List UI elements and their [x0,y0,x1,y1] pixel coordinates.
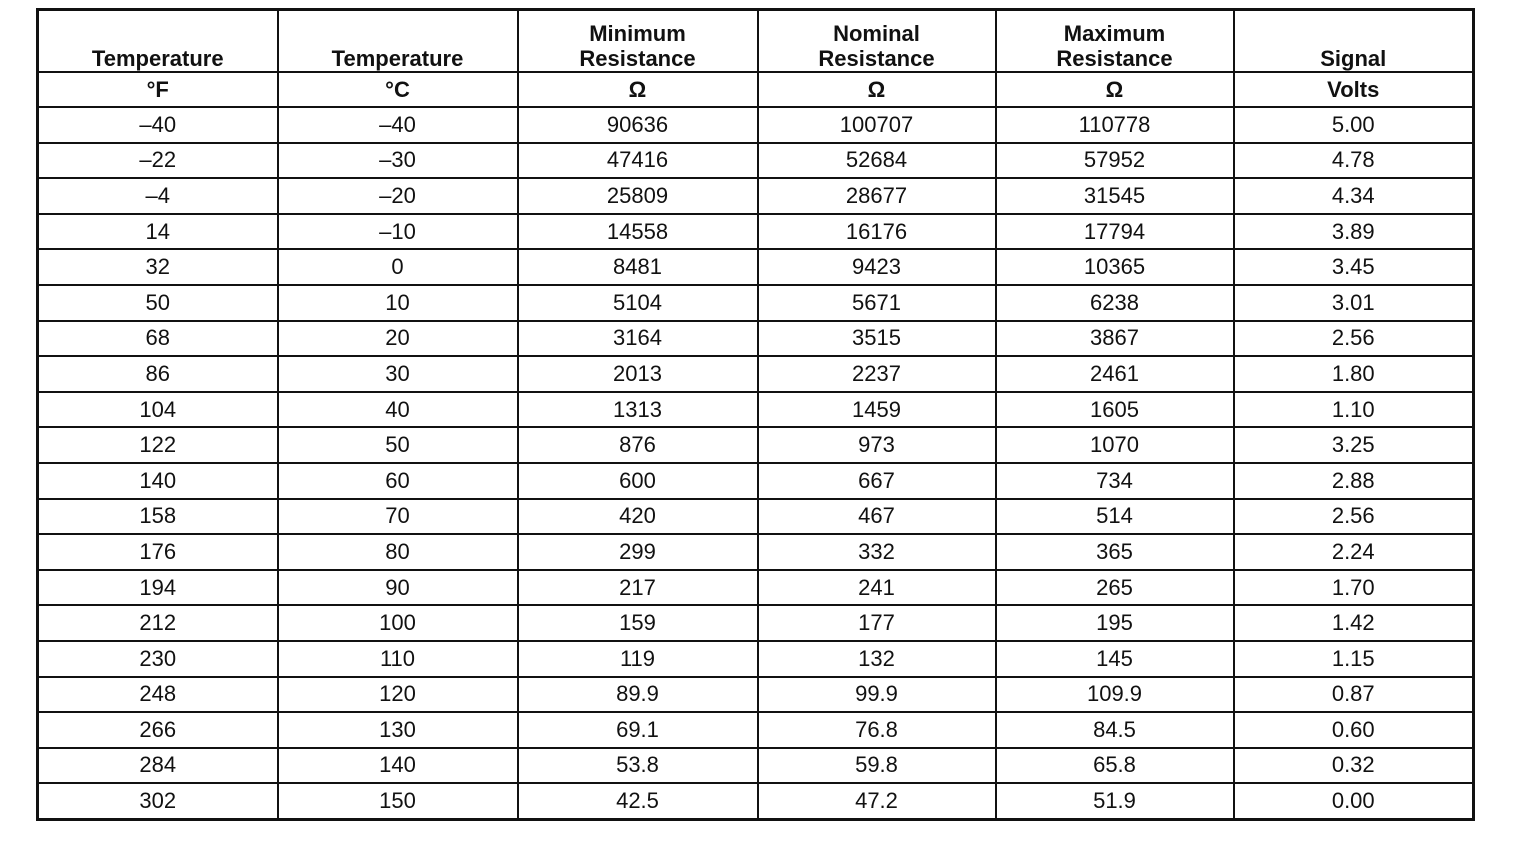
temp-f-cell: 212 [38,605,278,641]
temp-f-cell: –4 [38,178,278,214]
max-resistance-cell: 57952 [996,143,1234,179]
max-resistance-cell: 514 [996,499,1234,535]
min-resistance-cell: 1313 [518,392,758,428]
min-resistance-cell: 89.9 [518,677,758,713]
min-resistance-cell: 420 [518,499,758,535]
temp-c-cell: 120 [278,677,518,713]
temp-c-cell: 70 [278,499,518,535]
temp-c-cell: –20 [278,178,518,214]
min-resistance-cell: 299 [518,534,758,570]
temp-f-cell: 14 [38,214,278,250]
min-resistance-cell: 2013 [518,356,758,392]
temp-c-cell: –30 [278,143,518,179]
signal-volts-cell: 1.70 [1234,570,1474,606]
signal-volts-cell: 1.80 [1234,356,1474,392]
temp-f-cell: 104 [38,392,278,428]
max-resistance-cell: 734 [996,463,1234,499]
min-resistance-cell: 53.8 [518,748,758,784]
nominal-resistance-cell: 973 [758,427,996,463]
signal-volts-cell: 2.56 [1234,321,1474,357]
unit-ohms-min: Ω [518,72,758,107]
nominal-resistance-cell: 3515 [758,321,996,357]
temp-c-cell: 110 [278,641,518,677]
temp-f-cell: 50 [38,285,278,321]
table-row [38,427,1474,463]
max-resistance-cell: 145 [996,641,1234,677]
max-resistance-cell: 265 [996,570,1234,606]
temp-c-cell: 150 [278,783,518,819]
max-resistance-cell: 65.8 [996,748,1234,784]
min-resistance-cell: 5104 [518,285,758,321]
temp-f-cell: –22 [38,143,278,179]
table-row [38,605,1474,641]
signal-volts-cell: 1.10 [1234,392,1474,428]
header-label: Nominal [833,21,920,46]
table-row [38,641,1474,677]
table-row [38,783,1474,819]
header-row [38,10,1474,73]
header-nominal-resistance [758,10,996,73]
temp-f-cell: 68 [38,321,278,357]
temp-c-cell: 20 [278,321,518,357]
nominal-resistance-cell: 52684 [758,143,996,179]
temp-c-cell: 30 [278,356,518,392]
temp-c-cell: 130 [278,712,518,748]
table-body [38,107,1474,819]
unit-ohms-nominal: Ω [758,72,996,107]
temp-c-cell: 140 [278,748,518,784]
min-resistance-cell: 47416 [518,143,758,179]
temp-c-cell: 10 [278,285,518,321]
temp-f-cell: 302 [38,783,278,819]
temp-f-cell: 176 [38,534,278,570]
nominal-resistance-cell: 99.9 [758,677,996,713]
temp-f-cell: 194 [38,570,278,606]
table-row [38,499,1474,535]
nominal-resistance-cell: 241 [758,570,996,606]
signal-volts-cell: 3.89 [1234,214,1474,250]
signal-volts-cell: 1.15 [1234,641,1474,677]
temp-f-cell: 230 [38,641,278,677]
header-temperature-c [278,10,518,73]
header-label: Resistance [1056,46,1173,71]
signal-volts-cell: 4.34 [1234,178,1474,214]
nominal-resistance-cell: 467 [758,499,996,535]
header-maximum-resistance [996,10,1234,73]
signal-volts-cell: 0.00 [1234,783,1474,819]
table-row [38,249,1474,285]
header-signal [1234,10,1474,73]
temp-c-cell: 90 [278,570,518,606]
table-row [38,677,1474,713]
temp-f-cell: 140 [38,463,278,499]
temp-f-cell: 248 [38,677,278,713]
min-resistance-cell: 876 [518,427,758,463]
unit-fahrenheit: °F [38,72,278,107]
table-row [38,748,1474,784]
nominal-resistance-cell: 47.2 [758,783,996,819]
temp-c-cell: –10 [278,214,518,250]
min-resistance-cell: 600 [518,463,758,499]
header-label: Minimum [589,21,686,46]
signal-volts-cell: 0.32 [1234,748,1474,784]
max-resistance-cell: 84.5 [996,712,1234,748]
nominal-resistance-cell: 100707 [758,107,996,143]
temp-c-cell: 50 [278,427,518,463]
max-resistance-cell: 1070 [996,427,1234,463]
temp-c-cell: 80 [278,534,518,570]
max-resistance-cell: 110778 [996,107,1234,143]
unit-row [38,72,1474,107]
nominal-resistance-cell: 59.8 [758,748,996,784]
nominal-resistance-cell: 16176 [758,214,996,250]
temp-c-cell: 60 [278,463,518,499]
temp-f-cell: 32 [38,249,278,285]
table-row [38,712,1474,748]
temp-c-cell: 0 [278,249,518,285]
min-resistance-cell: 8481 [518,249,758,285]
table-row [38,285,1474,321]
nominal-resistance-cell: 2237 [758,356,996,392]
nominal-resistance-cell: 332 [758,534,996,570]
table-row [38,178,1474,214]
min-resistance-cell: 119 [518,641,758,677]
signal-volts-cell: 0.60 [1234,712,1474,748]
header-temperature-f [38,10,278,73]
header-label: Signal [1320,46,1387,71]
max-resistance-cell: 10365 [996,249,1234,285]
unit-ohms-max: Ω [996,72,1234,107]
table-row [38,321,1474,357]
max-resistance-cell: 51.9 [996,783,1234,819]
unit-volts: Volts [1234,72,1474,107]
max-resistance-cell: 2461 [996,356,1234,392]
temp-f-cell: 266 [38,712,278,748]
max-resistance-cell: 17794 [996,214,1234,250]
max-resistance-cell: 1605 [996,392,1234,428]
min-resistance-cell: 159 [518,605,758,641]
header-label: Resistance [818,46,935,71]
signal-volts-cell: 5.00 [1234,107,1474,143]
header-minimum-resistance [518,10,758,73]
table-row [38,143,1474,179]
nominal-resistance-cell: 177 [758,605,996,641]
signal-volts-cell: 2.24 [1234,534,1474,570]
max-resistance-cell: 31545 [996,178,1234,214]
temp-c-cell: –40 [278,107,518,143]
min-resistance-cell: 14558 [518,214,758,250]
signal-volts-cell: 3.45 [1234,249,1474,285]
nominal-resistance-cell: 76.8 [758,712,996,748]
table-row [38,214,1474,250]
temp-f-cell: 86 [38,356,278,392]
nominal-resistance-cell: 132 [758,641,996,677]
min-resistance-cell: 217 [518,570,758,606]
signal-volts-cell: 2.56 [1234,499,1474,535]
max-resistance-cell: 109.9 [996,677,1234,713]
signal-volts-cell: 2.88 [1234,463,1474,499]
nominal-resistance-cell: 5671 [758,285,996,321]
min-resistance-cell: 3164 [518,321,758,357]
temp-f-cell: 158 [38,499,278,535]
temp-c-cell: 40 [278,392,518,428]
table-row [38,392,1474,428]
table-row [38,107,1474,143]
table-row [38,570,1474,606]
temp-c-cell: 100 [278,605,518,641]
nominal-resistance-cell: 28677 [758,178,996,214]
temp-f-cell: –40 [38,107,278,143]
header-label: Resistance [579,46,696,71]
max-resistance-cell: 365 [996,534,1234,570]
signal-volts-cell: 1.42 [1234,605,1474,641]
max-resistance-cell: 3867 [996,321,1234,357]
header-label: Temperature [91,46,224,71]
min-resistance-cell: 42.5 [518,783,758,819]
unit-celsius: °C [278,72,518,107]
table-row [38,534,1474,570]
nominal-resistance-cell: 1459 [758,392,996,428]
temperature-resistance-table [36,8,1475,821]
temp-f-cell: 122 [38,427,278,463]
max-resistance-cell: 195 [996,605,1234,641]
table-row [38,463,1474,499]
min-resistance-cell: 69.1 [518,712,758,748]
table-row [38,356,1474,392]
header-label: Temperature [331,46,464,71]
max-resistance-cell: 6238 [996,285,1234,321]
temp-f-cell: 284 [38,748,278,784]
signal-volts-cell: 3.25 [1234,427,1474,463]
nominal-resistance-cell: 9423 [758,249,996,285]
signal-volts-cell: 0.87 [1234,677,1474,713]
signal-volts-cell: 4.78 [1234,143,1474,179]
min-resistance-cell: 90636 [518,107,758,143]
nominal-resistance-cell: 667 [758,463,996,499]
signal-volts-cell: 3.01 [1234,285,1474,321]
header-label: Maximum [1063,21,1166,46]
min-resistance-cell: 25809 [518,178,758,214]
